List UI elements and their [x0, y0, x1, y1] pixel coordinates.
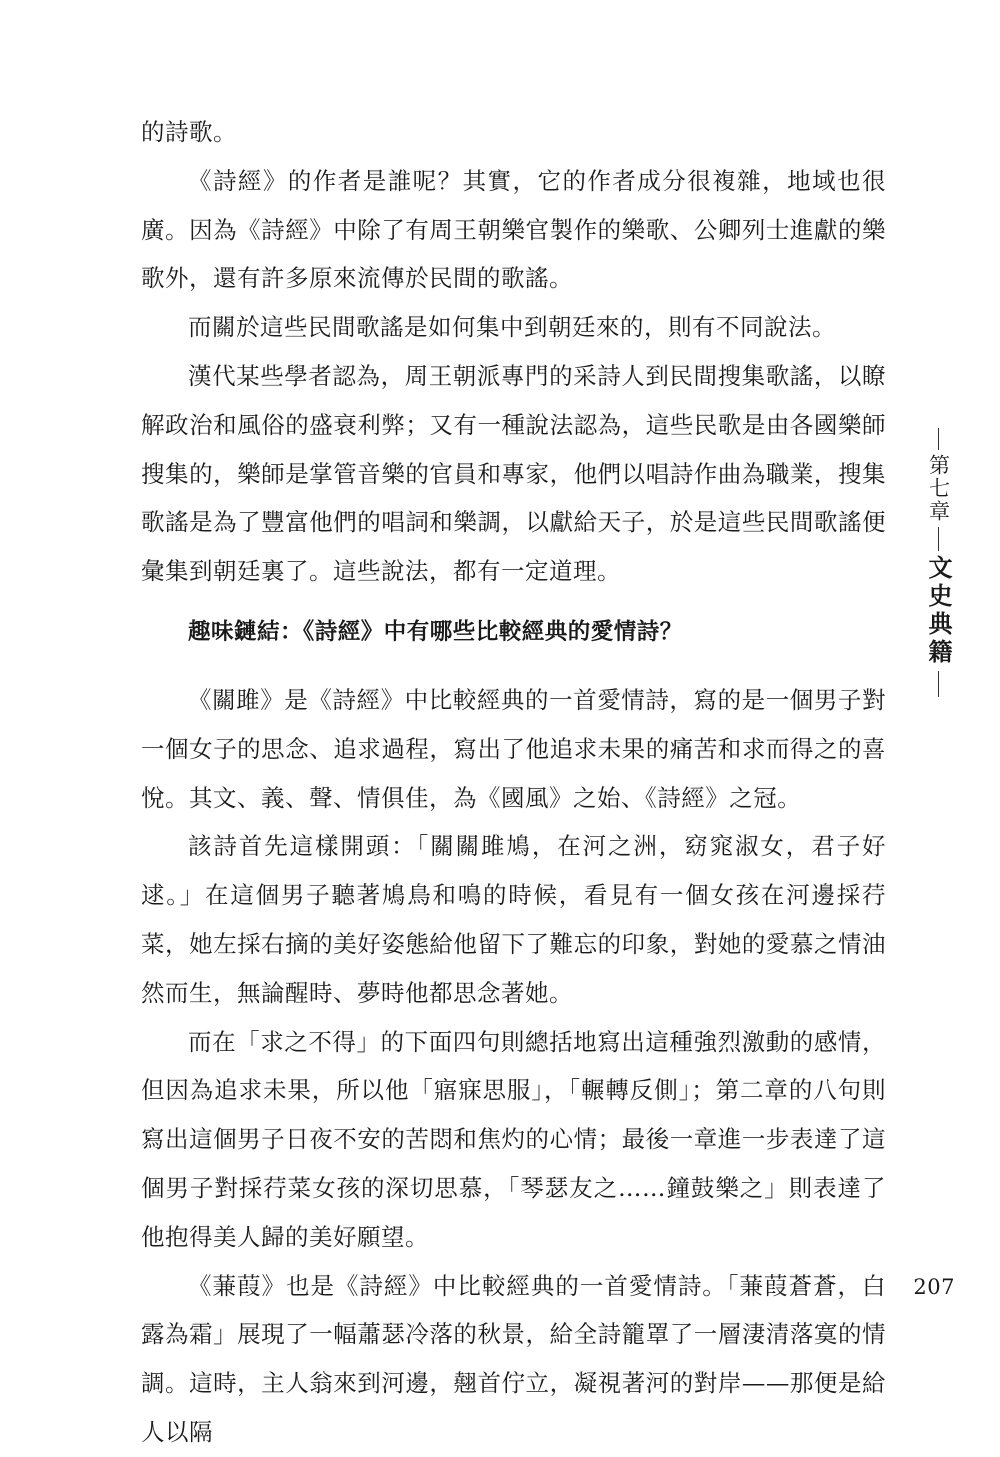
section-label: 文史典籍: [924, 555, 953, 667]
side-rule: [938, 428, 939, 450]
paragraph-jianjia: 《蒹葭》也是《詩經》中比較經典的一首愛情詩。「蒹葭蒼蒼，白露為霜」展現了一幅蕭瑟冷落的秋景，給全詩籠罩了一層淒清落寞的情調。這時，主人翁來到河邊，翹首佇立，凝視著河的對岸——那便是給人以隔: [141, 1271, 886, 1446]
paragraph-collection: 而關於這些民間歌謠是如何集中到朝廷來的，則有不同說法。: [188, 313, 836, 342]
side-rule: [938, 671, 939, 697]
page-number: 207: [913, 1275, 955, 1299]
paragraph-guanju-opening: 該詩首先這樣開頭：「關關雎鳩，在河之洲，窈窕淑女，君子好逑。」在這個男子聽著鳩鳥和鳴的時候，看見有一個女孩在河邊採荇菜，她左採右摘的美好姿態給他留下了難忘的印象，對她的愛慕之情油然而生，無論醒時、夢時他都思念著她。: [141, 832, 886, 1007]
paragraph-continuation: 的詩歌。: [141, 118, 237, 146]
main-text-column: [141, 108, 886, 1457]
paragraph-guanju-analysis: 而在「求之不得」的下面四句則總括地寫出這種強烈激動的感情，但因為追求未果，所以他「寤寐思服」，「輾轉反側」；第二章的八句則寫出這個男子日夜不安的苦悶和焦灼的心情；最後一章進一步表達了這個男子對採荇菜女孩的深切思慕，「琴瑟友之……鐘鼓樂之」則表達了他抱得美人歸的美好願望。: [141, 1027, 886, 1251]
paragraph-authors: 《詩經》的作者是誰呢？其實，它的作者成分很複雜，地域也很廣。因為《詩經》中除了有周王朝樂官製作的樂歌、公卿列士進獻的樂歌外，還有許多原來流傳於民間的歌謠。: [141, 166, 886, 293]
chapter-side-tab: [918, 428, 958, 697]
section-heading: 趣味鏈結：《詩經》中有哪些比較經典的愛情詩？: [188, 618, 683, 645]
paragraph-guanju-intro: 《關雎》是《詩經》中比較經典的一首愛情詩，寫的是一個男子對一個女子的思念、追求過程，寫出了他追求未果的痛苦和求而得之的喜悅。其文、義、聲、情俱佳，為《國風》之始、《詩經》之冠。: [141, 685, 886, 812]
paragraph-theories: 漢代某些學者認為，周王朝派專門的采詩人到民間搜集歌謠，以瞭解政治和風俗的盛衰利弊；又有一種說法認為，這些民歌是由各國樂師搜集的，樂師是掌管音樂的官員和專家，他們以唱詩作曲為職業，搜集歌謠是為了豐富他們的唱詞和樂調，以獻給天子，於是這些民間歌謠便彙集到朝廷裏了。這些說法，都有一定道理。: [141, 361, 886, 586]
side-rule: [938, 527, 939, 551]
chapter-label: 第七章: [926, 454, 951, 523]
